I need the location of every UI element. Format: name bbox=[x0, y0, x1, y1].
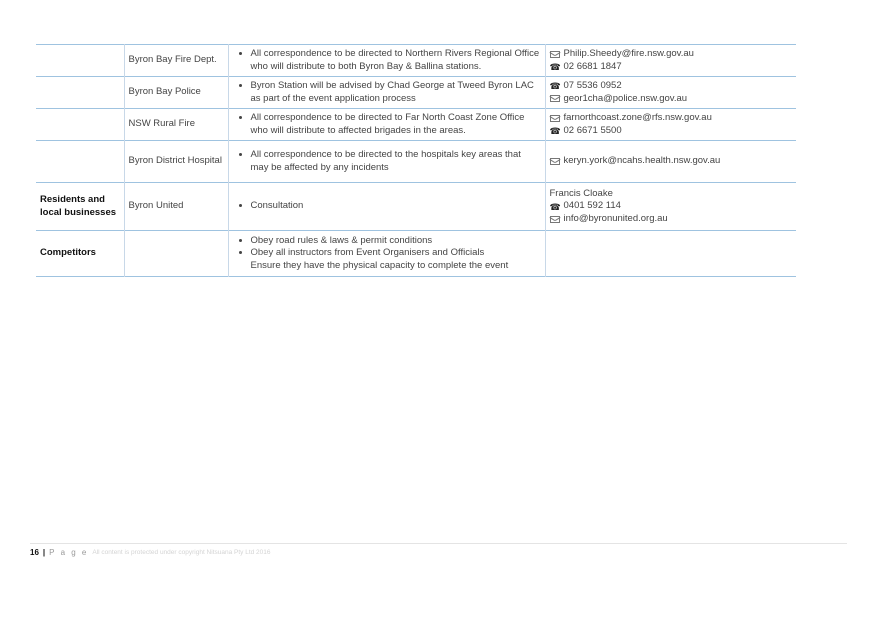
contact-text: 0401 592 114 bbox=[563, 200, 621, 212]
contact-cell bbox=[545, 45, 796, 77]
contact-cell bbox=[545, 77, 796, 109]
contact-line bbox=[550, 93, 793, 106]
stakeholder-group-cell bbox=[36, 141, 124, 183]
table-row bbox=[36, 141, 796, 183]
stakeholder-group-cell: Residents and local businesses bbox=[40, 194, 117, 218]
mail-icon bbox=[550, 158, 560, 165]
mail-icon bbox=[550, 95, 560, 102]
page-separator: | bbox=[42, 548, 46, 557]
bullet-item: • Obey all instructors from Event Organisers and Officials bbox=[251, 247, 541, 260]
table-row bbox=[36, 183, 796, 231]
table-row bbox=[36, 77, 796, 109]
phone-icon: ☎ bbox=[549, 81, 561, 92]
bullet-item: • Obey road rules & laws & permit conditions bbox=[251, 235, 541, 248]
mail-icon bbox=[550, 216, 560, 223]
stakeholder-group-cell bbox=[36, 109, 124, 141]
contact-text: 02 6671 5500 bbox=[563, 124, 622, 136]
bullet-list bbox=[233, 80, 541, 105]
contact-cell bbox=[545, 109, 796, 141]
phone-icon: ☎ bbox=[549, 61, 561, 72]
stakeholder-table-container bbox=[36, 44, 796, 277]
mail-icon bbox=[550, 51, 560, 58]
contact-line bbox=[550, 213, 793, 226]
phone-icon: ☎ bbox=[549, 125, 561, 136]
contact-line bbox=[550, 188, 793, 201]
bullet-list bbox=[233, 48, 541, 73]
contact-line bbox=[550, 80, 793, 93]
page-footer bbox=[30, 543, 847, 557]
communication-cell bbox=[228, 141, 545, 183]
contact-line bbox=[550, 112, 793, 125]
stakeholder-group-cell bbox=[36, 77, 124, 109]
organisation-cell: NSW Rural Fire bbox=[124, 109, 228, 141]
page-label: P a g e bbox=[49, 548, 89, 557]
stakeholder-group-cell bbox=[36, 45, 124, 77]
stakeholder-group-cell: Competitors bbox=[40, 247, 96, 259]
contact-text: info@byronunited.org.au bbox=[563, 212, 668, 224]
contact-text: 02 6681 1847 bbox=[563, 60, 622, 72]
contact-text: geor1cha@police.nsw.gov.au bbox=[563, 92, 688, 104]
organisation-cell: Byron Bay Police bbox=[124, 77, 228, 109]
phone-icon: ☎ bbox=[549, 201, 561, 212]
contact-text: 07 5536 0952 bbox=[563, 80, 622, 91]
contact-cell bbox=[545, 231, 796, 277]
contact-line bbox=[550, 200, 793, 213]
bullet-item: • All correspondence to be directed to the hospitals key areas that may be affected by any incidents bbox=[251, 149, 541, 174]
bullet-item: • Consultation bbox=[251, 200, 541, 213]
stakeholder-table-body bbox=[36, 45, 796, 277]
bullet-list bbox=[233, 200, 541, 213]
organisation-cell: Byron Bay Fire Dept. bbox=[124, 45, 228, 77]
mail-icon bbox=[550, 115, 560, 122]
contact-text: keryn.york@ncahs.health.nsw.gov.au bbox=[563, 155, 721, 167]
contact-text: Philip.Sheedy@fire.nsw.gov.au bbox=[563, 48, 694, 59]
contact-line bbox=[550, 155, 793, 168]
organisation-cell: Byron District Hospital bbox=[124, 141, 228, 183]
communication-cell bbox=[228, 231, 545, 277]
contact-cell bbox=[545, 141, 796, 183]
page-number: 16 bbox=[30, 548, 39, 557]
bullet-item: • All correspondence to be directed to Northern Rivers Regional Office who will distribute to both Byron Bay & Ballina stations. bbox=[251, 48, 541, 73]
communication-cell bbox=[228, 45, 545, 77]
bullet-item: • Byron Station will be advised by Chad George at Tweed Byron LAC as part of the event application process bbox=[251, 80, 541, 105]
plain-text-line: Ensure they have the physical capacity to complete the event bbox=[250, 259, 509, 271]
communication-cell bbox=[228, 109, 545, 141]
contact-cell bbox=[545, 183, 796, 231]
communication-cell bbox=[228, 183, 545, 231]
organisation-cell bbox=[124, 231, 228, 277]
contact-line bbox=[550, 48, 793, 61]
bullet-list bbox=[233, 235, 541, 260]
organisation-cell: Byron United bbox=[124, 183, 228, 231]
contact-line bbox=[550, 61, 793, 74]
table-row bbox=[36, 231, 796, 277]
table-row bbox=[36, 109, 796, 141]
contact-line bbox=[550, 125, 793, 138]
table-row bbox=[36, 45, 796, 77]
bullet-list bbox=[233, 112, 541, 137]
contact-text: Francis Cloake bbox=[549, 187, 613, 199]
communication-cell bbox=[228, 77, 545, 109]
contact-text: farnorthcoast.zone@rfs.nsw.gov.au bbox=[563, 112, 712, 123]
stakeholder-table bbox=[36, 44, 796, 277]
bullet-item: • All correspondence to be directed to Far North Coast Zone Office who will distribute to affected brigades in the areas. bbox=[251, 112, 541, 137]
bullet-list bbox=[233, 149, 541, 174]
copyright-note: All content is protected under copyright Nitsuana Pty Ltd 2016 bbox=[92, 549, 271, 556]
